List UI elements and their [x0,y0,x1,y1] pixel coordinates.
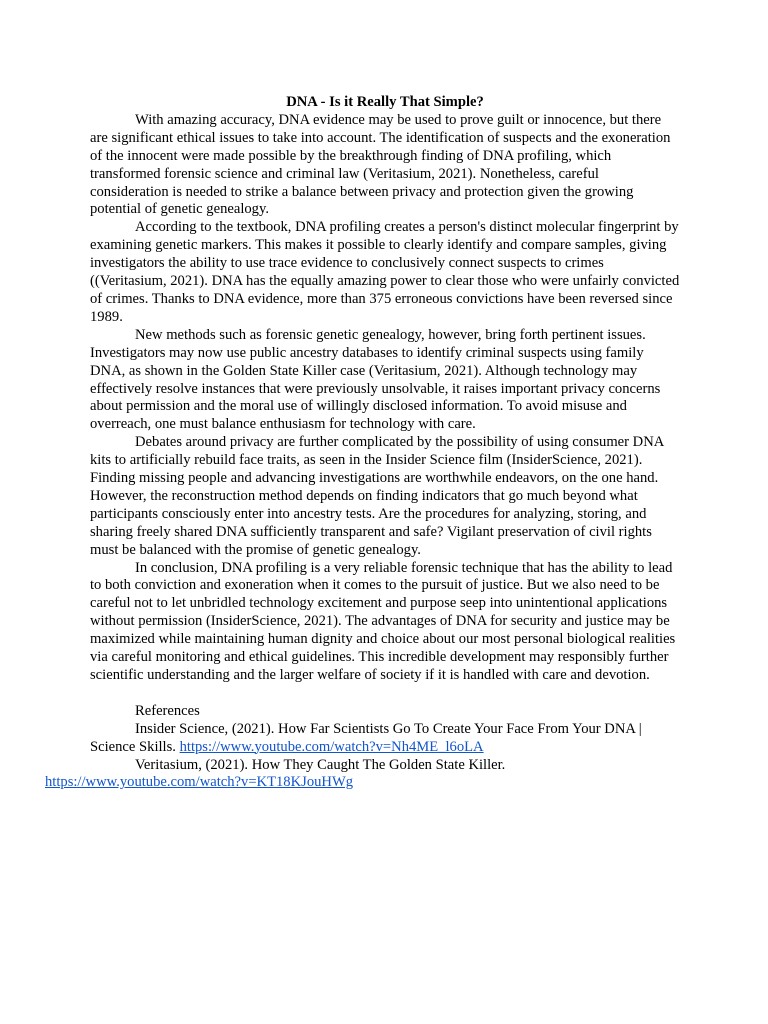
reference-text: Veritasium, (2021). How They Caught The Golden State Killer. [135,756,506,773]
reference-item [45,756,680,793]
reference-link[interactable]: https://www.youtube.com/watch?v=KT18KJouHWg [45,774,354,791]
paragraph-profiling: According to the textbook, DNA profiling creates a person's distinct molecular fingerprint by examining genetic markers. This makes it possible to clearly identify and compare samples, giving investigators the ability to use trace evidence to conclusively connect suspects to crimes ((Veritasium, 2021). DNA has the equally amazing power to clear those who were unfairly convicted of crimes. Thanks to DNA evidence, more than 375 erroneous convictions have been reversed since 1989. [90,219,680,325]
reference-link[interactable]: https://www.youtube.com/watch?v=Nh4ME_l6oLA [179,738,484,755]
paragraph-conclusion: In conclusion, DNA profiling is a very reliable forensic technique that has the ability to lead to both conviction and exoneration when it comes to the pursuit of justice. But we also need to be careful not to let unbridled technology excitement and purpose seep into unintentional applications without permission (InsiderScience, 2021). The advantages of DNA for security and justice may be maximized while maintaining human dignity and choice about our most personal biological realities via careful monitoring and ethical guidelines. This incredible development may responsibly further scientific understanding and the larger welfare of society if it is handled with care and devotion. [90,559,676,683]
document-title: DNA - Is it Really That Simple? [286,94,484,110]
paragraph-privacy: Debates around privacy are further complicated by the possibility of using consumer DNA kits to artificially rebuild face traits, as seen in the Insider Science film (InsiderScience, 2021). Finding missing people and advancing investigations are worthwhile endeavors, on the one hand. However, the reconstruction method depends on finding indicators that go much beyond what participants consciously enter into ancestry tests. Are the procedures for analyzing, storing, and sharing freely shared DNA sufficiently transparent and safe? Vigilant preservation of civil rights must be balanced with the promise of genetic genealogy. [90,434,664,558]
document-page [45,94,680,792]
reference-item [90,721,680,757]
references-heading: References [135,702,200,719]
section-spacer [90,685,680,703]
reference-text: Insider Science, (2021). How Far Scientists Go To Create Your Face From Your DNA | Science Skills. [90,720,642,755]
paragraph-genealogy: New methods such as forensic genetic genealogy, however, bring forth pertinent issues. Investigators may now use public ancestry databases to identify criminal suspects using family DNA, as shown in the Golden State Killer case (Veritasium, 2021). Although technology may effectively resolve instances that were previously unsolvable, it raises important privacy concerns about permission and the moral use of willingly disclosed information. To avoid misuse and overreach, one must balance enthusiasm for technology with care. [90,326,661,433]
paragraph-intro: With amazing accuracy, DNA evidence may be used to prove guilt or innocence, but there are significant ethical issues to take into account. The identification of suspects and the exoneration of the innocent were made possible by the breakthrough finding of DNA profiling, which transformed forensic science and criminal law (Veritasium, 2021). Nonetheless, careful consideration is needed to strike a balance between privacy and protection given the growing potential of genetic genealogy. [90,111,671,218]
